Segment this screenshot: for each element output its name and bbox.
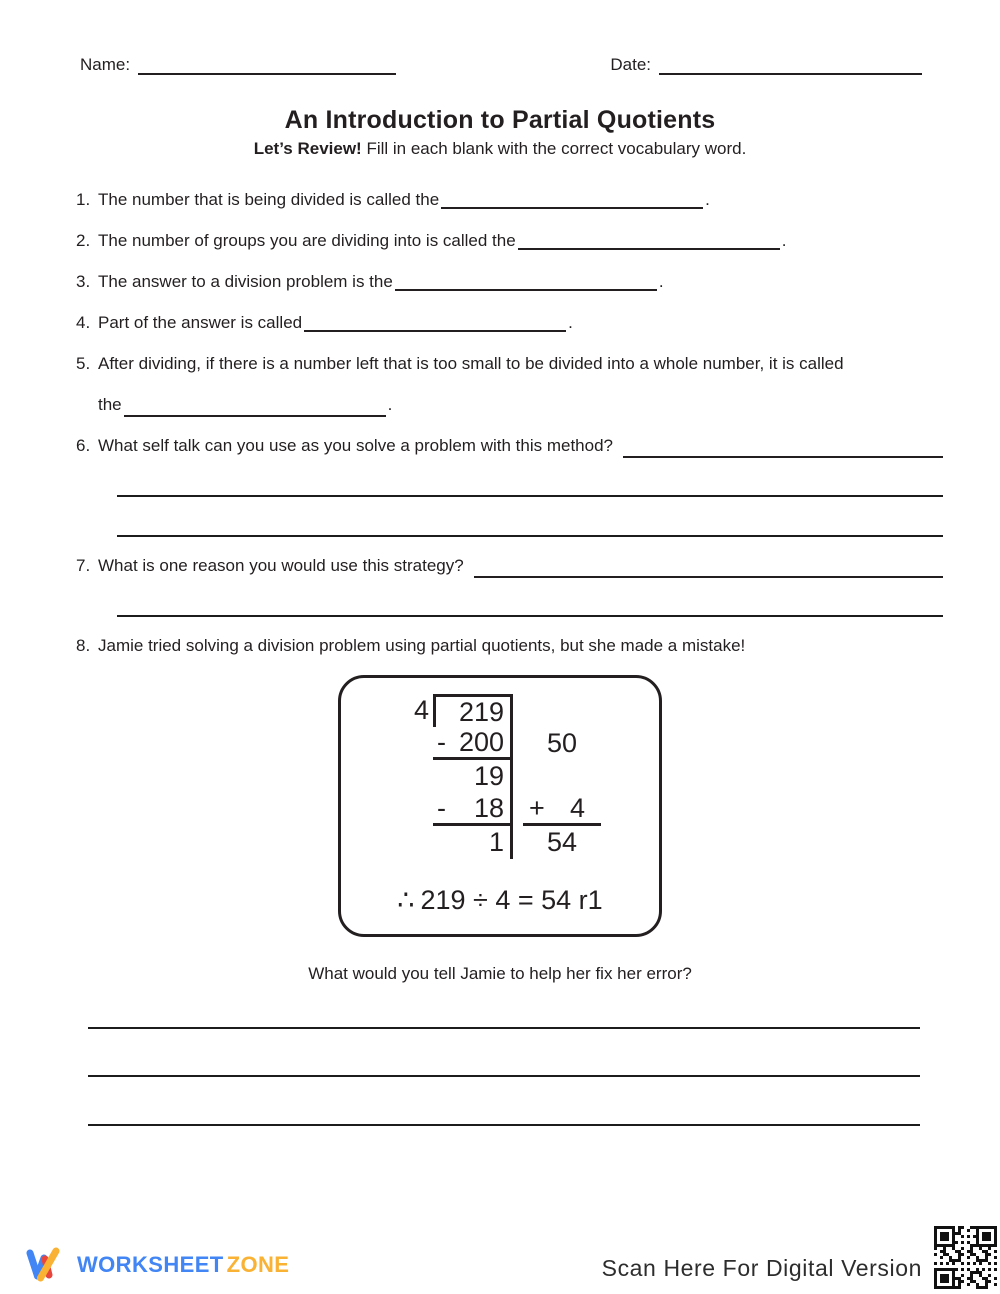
question-2-period: . (781, 231, 787, 250)
quotient-total: 54 (546, 827, 578, 857)
subtraction-step-1 (433, 727, 513, 760)
partial-quotient-1: 50 (546, 728, 578, 758)
date-field-group (610, 55, 922, 75)
spacer (407, 727, 433, 760)
partial-quotient-2: 4 (569, 792, 585, 823)
spacer (407, 826, 433, 859)
final-answer-lines (88, 1027, 1000, 1126)
gap (513, 826, 523, 859)
name-label: Name: (80, 55, 131, 74)
partial-quotient-col-row1 (523, 694, 601, 727)
question-5-number: 5. (76, 354, 91, 373)
therefore-symbol: ∴ (397, 885, 415, 915)
question-5-blank-line (124, 398, 386, 417)
equation-text: 219 ÷ 4 = 54 r1 (420, 885, 603, 915)
question-6-text (98, 434, 943, 537)
subtracted-value-2: 18 (473, 792, 504, 823)
question-5-text (98, 352, 920, 417)
name-blank-line (138, 56, 396, 75)
qr-code-svg (934, 1226, 997, 1289)
division-example-box (338, 675, 662, 937)
page-title: An Introduction to Partial Quotients (284, 106, 716, 134)
final-answer-line-1 (88, 1027, 920, 1029)
partial-quotient-2-row (523, 793, 601, 826)
spacer (407, 760, 433, 793)
question-7-text (98, 554, 943, 617)
question-6-line (98, 434, 943, 458)
gap (513, 694, 523, 727)
qr-code-icon (932, 1224, 998, 1290)
date-label: Date: (610, 55, 651, 74)
question-5-prefix: the (98, 395, 122, 414)
question-8-number: 8. (76, 636, 91, 655)
scan-here-text: Scan Here For Digital Version (601, 1255, 922, 1281)
question-6-blank-line (623, 439, 943, 458)
name-field-group (80, 55, 396, 75)
question-4 (76, 311, 920, 335)
question-8-text (98, 634, 920, 658)
brand-worksheet: WORKSHEET (77, 1252, 224, 1277)
question-7-prompt: What is one reason you would use this strategy? (98, 556, 464, 575)
scan-group (602, 1224, 998, 1290)
question-5-prompt: After dividing, if there is a number left that is too small to be divided into a whole number, it is called (98, 354, 844, 373)
question-list (76, 188, 920, 658)
subtitle-bold: Let’s Review! (253, 139, 362, 158)
question-8 (76, 634, 920, 658)
question-7-line (98, 554, 943, 578)
final-answer-line-2 (88, 1075, 920, 1077)
gap (513, 793, 523, 826)
question-1-blank-line (441, 190, 703, 209)
gap (513, 760, 523, 793)
remainder-step-1: 19 (433, 760, 513, 793)
minus-sign-1: - (437, 726, 446, 757)
gap (513, 727, 523, 760)
dividend: 219 (433, 694, 513, 727)
question-4-number: 4. (76, 313, 91, 332)
question-3 (76, 270, 920, 294)
question-3-text (98, 270, 920, 294)
question-6-answer-line-2 (117, 535, 943, 537)
question-3-blank-line (395, 272, 657, 291)
final-remainder: 1 (433, 826, 513, 859)
conclusion-equation (341, 885, 659, 916)
question-2-blank-line (518, 231, 780, 250)
jamie-error-question: What would you tell Jamie to help her fix her error? (308, 964, 692, 983)
question-1-number: 1. (76, 190, 91, 209)
spacer (523, 760, 601, 793)
worksheetzone-w-mark-icon (25, 1246, 69, 1284)
question-4-prompt: Part of the answer is called (98, 313, 303, 332)
plus-sign: + (529, 792, 545, 823)
question-6 (76, 434, 920, 537)
question-5-period: . (387, 395, 393, 414)
question-5 (76, 352, 920, 417)
question-4-text (98, 311, 920, 335)
question-2-text (98, 229, 920, 253)
question-4-period: . (568, 313, 573, 332)
spacer (407, 793, 433, 826)
brand-zone: ZONE (226, 1252, 290, 1277)
question-1-period: . (705, 190, 710, 209)
minus-sign-2: - (437, 792, 446, 823)
subtracted-value-1: 200 (458, 726, 504, 757)
question-7-answer-line-1 (117, 615, 943, 617)
date-blank-line (659, 56, 922, 75)
subtitle-rest: Fill in each blank with the correct vocabulary word. (361, 139, 747, 158)
final-answer-line-3 (88, 1124, 920, 1126)
division-work (407, 694, 601, 859)
worksheetzone-logo (25, 1246, 289, 1290)
question-1-text (98, 188, 920, 212)
question-2-prompt: The number of groups you are dividing into is called the (98, 231, 516, 250)
subtraction-step-2 (433, 793, 513, 826)
question-3-number: 3. (76, 272, 91, 291)
question-8-prompt: Jamie tried solving a division problem using partial quotients, but she made a mistake! (98, 636, 746, 655)
question-6-number: 6. (76, 436, 91, 455)
question-4-blank-line (304, 313, 566, 332)
question-1-prompt: The number that is being divided is called the (98, 190, 440, 209)
question-5-line2 (98, 393, 920, 417)
question-7-number: 7. (76, 556, 91, 575)
question-3-prompt: The answer to a division problem is the (98, 272, 393, 291)
footer (0, 1224, 1000, 1292)
header (0, 0, 1000, 75)
divisor: 4 (413, 695, 429, 725)
question-7-blank-line (474, 559, 943, 578)
question-2 (76, 229, 920, 253)
question-7 (76, 554, 920, 617)
page-subtitle (0, 139, 1000, 159)
question-3-period: . (658, 272, 664, 291)
question-6-answer-line-1 (117, 495, 943, 497)
question-6-prompt: What self talk can you use as you solve a problem with this method? (98, 436, 613, 455)
brand-text (77, 1252, 289, 1278)
question-2-number: 2. (76, 231, 91, 250)
question-1 (76, 188, 920, 212)
